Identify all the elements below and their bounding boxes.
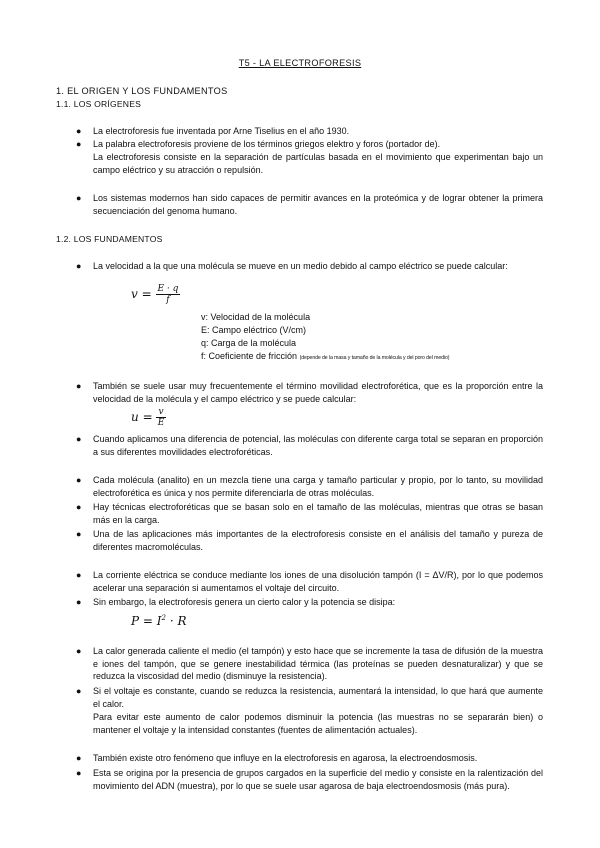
bullet-icon: ● [76, 261, 82, 271]
bullet-icon: ● [76, 753, 82, 763]
list-item: La palabra electroforesis proviene de los términos griegos elektro y foros (portador de). [93, 139, 441, 149]
list-item: Una de las aplicaciones más importantes de la electroforesis consiste en el análisis del tamaño y pureza de diferentes macromoléculas. [93, 529, 543, 552]
formula-lhs: u [131, 410, 139, 424]
list-item: La electroforesis fue inventada por Arne Tiselius en el año 1930. [93, 126, 350, 136]
formula-equals: = [142, 614, 153, 628]
mobility-formula [131, 407, 166, 428]
list-item: Sin embargo, la electroforesis genera un cierto calor y la potencia se disipa: [93, 597, 396, 607]
bullet-icon: ● [76, 646, 82, 656]
paragraph: Para evitar este aumento de calor podemos disminuir la potencia (las muestras no se separarán bien) o mantener el voltaje y la intensidad constantes (fuentes de alimentación actuales). [93, 712, 543, 735]
formula-fraction [156, 407, 165, 428]
formula-denominator: E [157, 418, 165, 428]
variable-definition-friction [201, 350, 449, 365]
formula-term: I [156, 614, 162, 628]
formula-equals: = [142, 410, 153, 424]
list-item: También se suele usar muy frecuentemente el término movilidad electroforética, que es la proporción entre la velocidad de la molécula y el campo eléctrico y se puede calcular: [93, 381, 543, 404]
power-formula [131, 612, 187, 628]
formula-lhs: P [131, 614, 140, 628]
list-item: La calor generada caliente el medio (el tampón) y esto hace que se incremente la tasa de difusión de la muestra e iones del tampón, que se genere inestabilidad térmica (las proteínas se pueden desnaturalizar) y que se reduzca la viscosidad del medio (disminuye la resistencia). [93, 646, 543, 681]
formula-numerator: v [158, 407, 164, 417]
subsection-heading-1-2: 1.2. LOS FUNDAMENTOS [56, 234, 163, 244]
list-item: Cuando aplicamos una diferencia de potencial, las moléculas con diferente carga total se separan en proporción a sus diferentes movilidades electroforéticas. [93, 434, 543, 457]
list-item: Esta se origina por la presencia de grupos cargados en la superficie del medio y consiste en la ralentización del movimiento del ADN (muestra), por lo que se suele usar agarosa de baja electroendosmosis (más pura). [93, 768, 543, 791]
bullet-icon: ● [76, 434, 82, 444]
bullet-icon: ● [76, 529, 82, 539]
bullet-icon: ● [76, 570, 82, 580]
list-item: Hay técnicas electroforéticas que se basan solo en el tamaño de las moléculas, mientras que otras se basan más en la carga. [93, 502, 543, 525]
section-heading-1: 1. EL ORIGEN Y LOS FUNDAMENTOS [56, 86, 228, 96]
bullet-icon: ● [76, 502, 82, 512]
formula-term: · R [169, 614, 187, 628]
formula-fraction [156, 284, 181, 305]
bullet-icon: ● [76, 126, 82, 136]
bullet-icon: ● [76, 139, 82, 149]
list-item: También existe otro fenómeno que influye en la electroforesis en agarosa, la electroendosmosis. [93, 753, 478, 763]
variable-definition: q: Carga de la molécula [201, 338, 297, 348]
velocity-formula [131, 284, 180, 305]
bullet-icon: ● [76, 193, 82, 203]
list-item: Cada molécula (analito) en un mezcla tiene una carga y tamaño particular y propio, por lo tanto, su movilidad electroforética es única y nos permite diferenciarla de otras moléculas. [93, 475, 543, 498]
bullet-icon: ● [76, 768, 82, 778]
list-item: Los sistemas modernos han sido capaces de permitir avances en la proteómica y de lograr obtener la primera secuenciación del genoma humano. [93, 193, 543, 216]
subsection-heading-1-1: 1.1. LOS ORÍGENES [56, 99, 142, 109]
paragraph: La electroforesis consiste en la separación de partículas basada en el movimiento que experimentan bajo un campo eléctrico y su atracción o repulsión. [93, 152, 543, 175]
bullet-icon: ● [76, 686, 82, 696]
formula-lhs: v [131, 287, 138, 301]
bullet-icon: ● [76, 381, 82, 391]
list-item: La velocidad a la que una molécula se mueve en un medio debido al campo eléctrico se puede calcular: [93, 261, 508, 271]
variable-note: (depende de la masa y tamaño de la molécula y del poro del medio) [299, 355, 450, 361]
formula-numerator: E · q [157, 284, 179, 294]
list-item: Si el voltaje es constante, cuando se reduzca la resistencia, aumentará la intensidad, lo que hará que aumente el calor. [93, 686, 543, 709]
variable-definition-text: f: Coeficiente de fricción [201, 351, 298, 361]
page-title: T5 - LA ELECTROFORESIS [238, 58, 362, 68]
formula-denominator: f [166, 295, 170, 305]
bullet-icon: ● [76, 475, 82, 485]
list-item: La corriente eléctrica se conduce mediante los iones de una disolución tampón (I = ΔV/R), por lo que podemos acelerar una separación si aumentamos el voltaje del circuito. [93, 570, 543, 593]
variable-definition: v: Velocidad de la molécula [201, 312, 311, 322]
bullet-icon: ● [76, 597, 82, 607]
formula-equals: = [141, 287, 152, 301]
variable-definition: E: Campo eléctrico (V/cm) [201, 325, 307, 335]
formula-exponent: 2 [161, 614, 167, 622]
